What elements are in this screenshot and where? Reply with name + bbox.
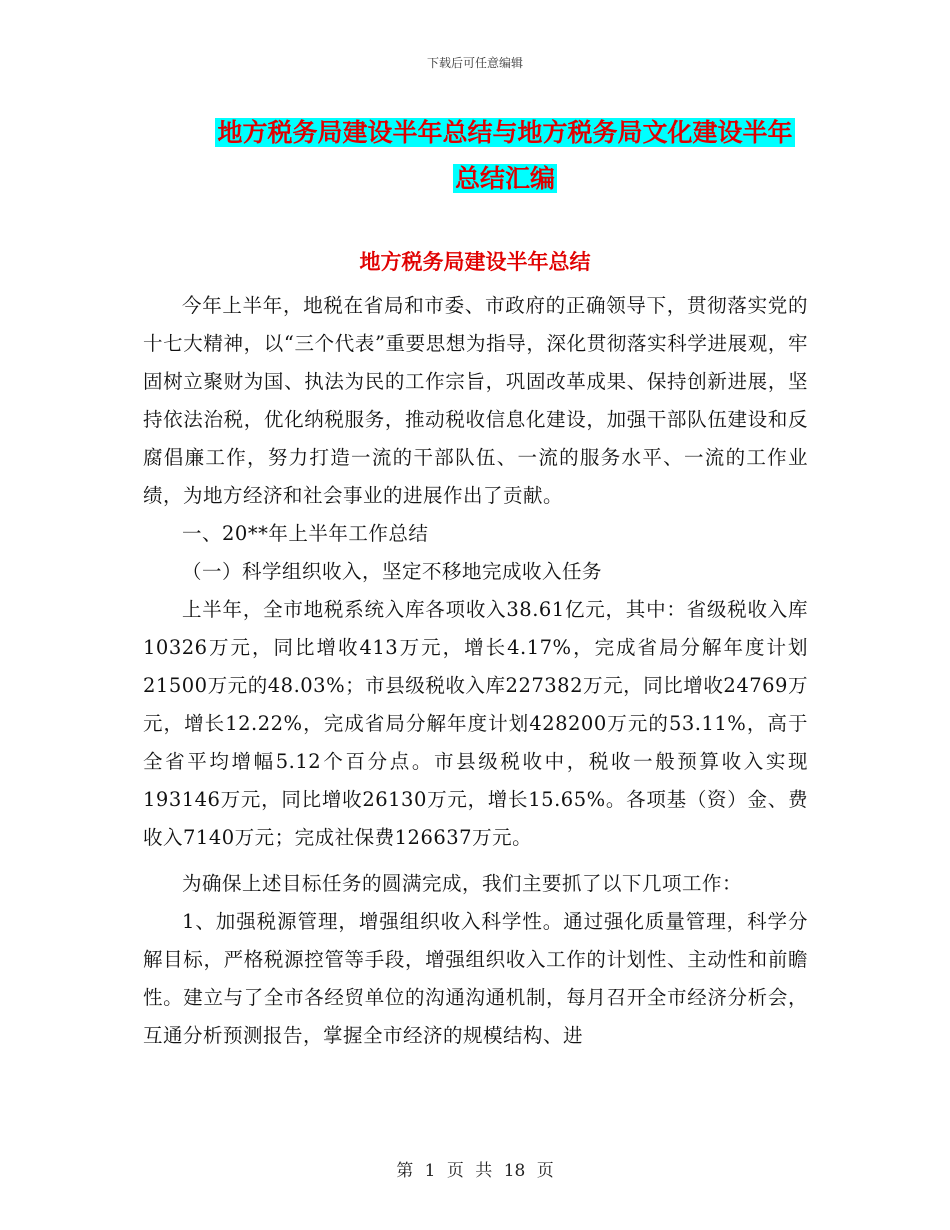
page-footer: 第 1 页 共 18 页 [396, 1161, 554, 1181]
body-text [143, 287, 808, 1055]
document-title [145, 110, 865, 202]
paragraph-measures-intro: 为确保上述目标任务的圆满完成，我们主要抓了以下几项工作： [182, 872, 743, 895]
paragraph-heading-1: 一、20**年上半年工作总结 [182, 522, 429, 545]
document-title-line1: 地方税务局建设半年总结与地方税务局文化建设半年 [217, 118, 793, 147]
paragraph-subheading-1: （一）科学组织收入，坚定不移地完成收入任务 [182, 560, 603, 583]
document-title-line2: 总结汇编 [454, 164, 555, 193]
header-note: 下载后可任意编辑 [426, 56, 523, 70]
paragraph-measure-1: 1、加强税源管理，增强组织收入科学性。通过强化质量管理，科学分解目标，严格税源控管等手段，增强组织收入工作的计划性、主动性和前瞻性。建立与了全市各经贸单位的沟通沟通机制，每月召开全市经济分析会，互通分析预测报告，掌握全市经济的规模结构、进 [143, 910, 808, 1047]
paragraph-intro: 今年上半年，地税在省局和市委、市政府的正确领导下，贯彻落实党的十七大精神，以“三个代表”重要思想为指导，深化贯彻落实科学进展观，牢固树立聚财为国、执法为民的工作宗旨，巩固改革成果、保持创新进展，坚持依法治税，优化纳税服务，推动税收信息化建设，加强干部队伍建设和反腐倡廉工作，努力打造一流的干部队伍、一流的服务水平、一流的工作业绩，为地方经济和社会事业的进展作出了贡献。 [143, 294, 808, 507]
section-title: 地方税务局建设半年总结 [359, 249, 591, 274]
paragraph-revenue: 上半年，全市地税系统入库各项收入38.61亿元，其中：省级税收入库10326万元，同比增收413万元，增长4.17%，完成省局分解年度计划21500万元的48.03%；市县级税收入库227382万元，同比增收24769万元，增长12.22%，完成省局分解年度计划428200万元的53.11%，高于全省平均增幅5.12个百分点。市县级税收中，税收一般预算收入实现193146万元，同比增收26130万元，增长15.65%。各项基（资）金、费收入7140万元；完成社保费126637万元。 [143, 598, 808, 849]
